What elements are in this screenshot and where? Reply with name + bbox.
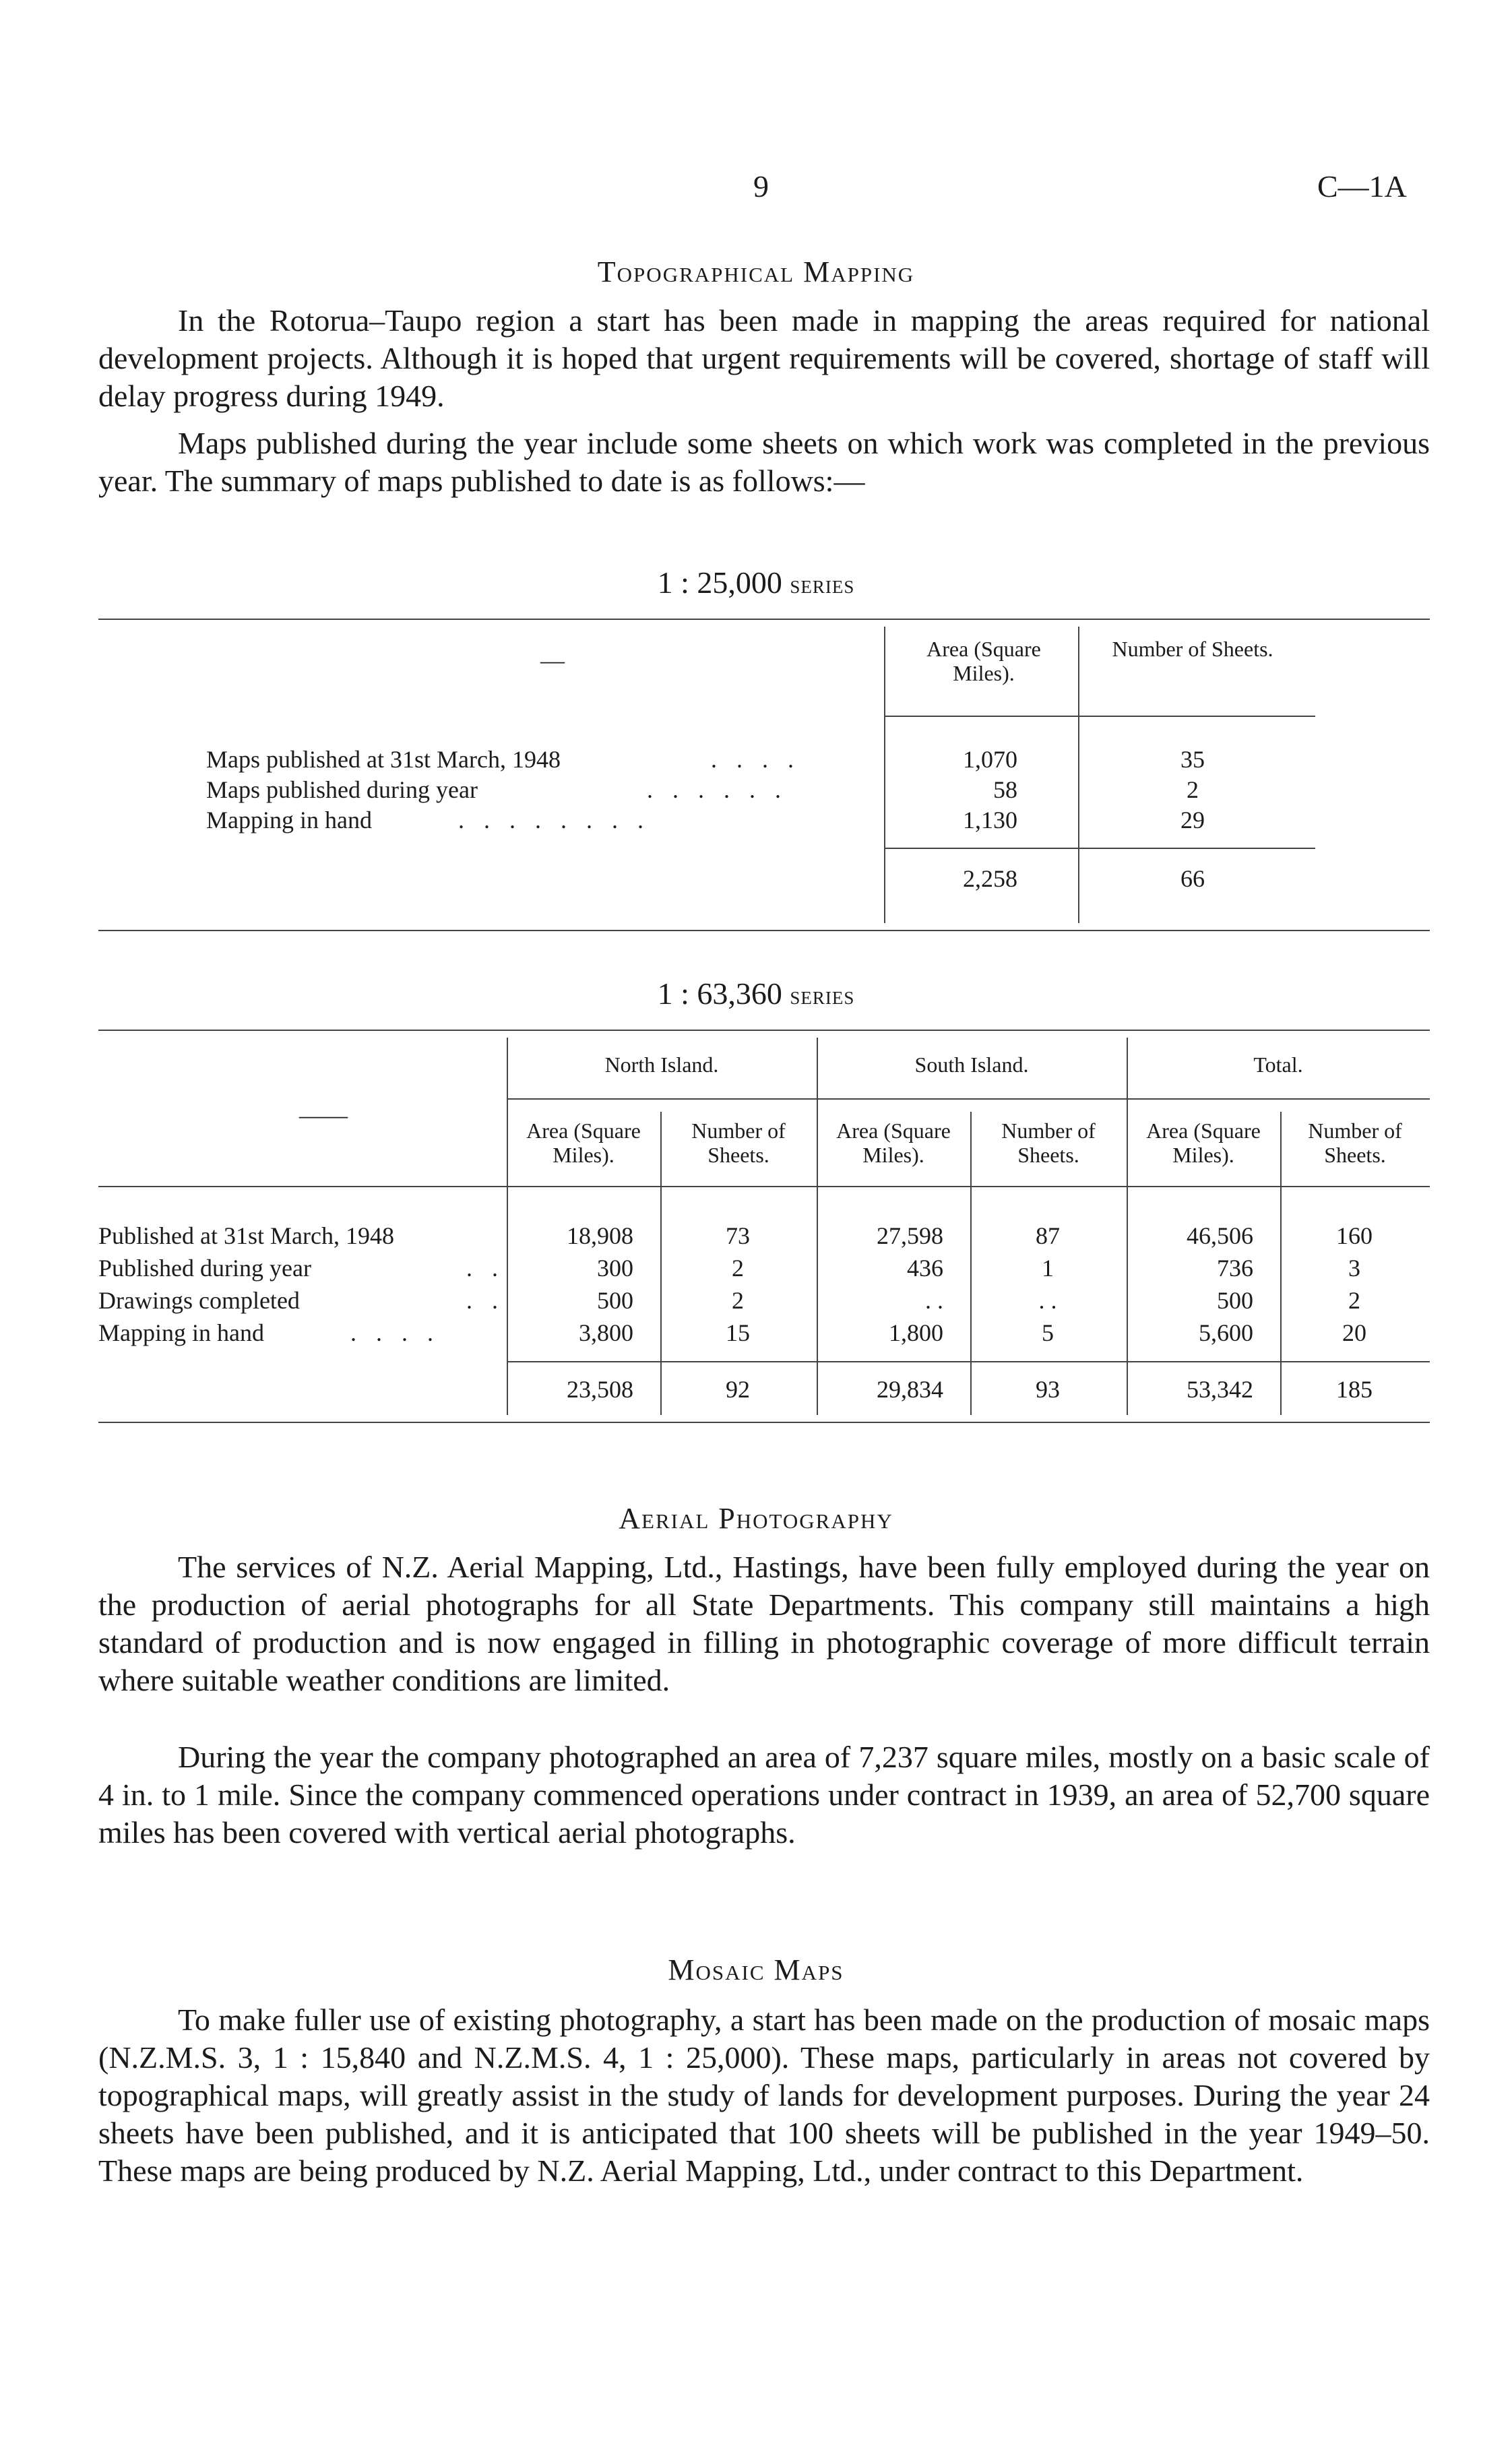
table-cell: 27,598 xyxy=(877,1222,943,1249)
group-header-rule xyxy=(507,1098,1430,1100)
table-top-rule xyxy=(98,619,1430,620)
table-total-area: 2,258 xyxy=(963,865,1017,892)
table-subcolumn-divider xyxy=(1280,1112,1282,1415)
leader-dots: . . xyxy=(466,1287,505,1314)
table-row-label: Published during year xyxy=(98,1255,311,1282)
total-rule xyxy=(507,1361,1430,1362)
column-header-sheets: Number of Sheets. xyxy=(1112,637,1273,661)
table-cell: 87 xyxy=(1036,1222,1060,1249)
series-25000-title xyxy=(0,565,1512,600)
column-header-sheets: Number of Sheets. xyxy=(1308,1118,1402,1167)
table-column-divider xyxy=(817,1038,818,1415)
table-cell: 736 xyxy=(1217,1255,1253,1282)
table-total: 29,834 xyxy=(877,1376,943,1403)
series-63360-word: series xyxy=(790,982,855,1010)
table-cell: . . xyxy=(1038,1287,1057,1314)
leader-dots: . . . . xyxy=(711,746,800,773)
table-cell: 2 xyxy=(732,1255,744,1282)
series-63360-title xyxy=(0,976,1512,1011)
column-header-area: Area (Square Miles). xyxy=(1146,1118,1261,1167)
total-rule xyxy=(884,848,1315,849)
column-header-sheets: Number of Sheets. xyxy=(691,1118,786,1167)
aerial-paragraph-2: During the year the company photographed an area of 7,237 square miles, mostly on a basic scale of 4 in. to 1 mile. Since the company commenced operations under contract in 1939, an area of 52,700 square miles has been covered with vertical aerial photographs. xyxy=(98,1740,1430,1850)
topo-paragraph-1: In the Rotorua–Taupo region a start has been made in mapping the areas required for national development projects. Although it is hoped that urgent requirements will be covered, shortage of staff will delay progress during 1949. xyxy=(98,303,1430,413)
table-cell: 1,800 xyxy=(889,1319,943,1346)
table-subcolumn-divider xyxy=(970,1112,972,1415)
document-reference: C—1A xyxy=(1317,169,1407,203)
table-cell: 500 xyxy=(1217,1287,1253,1314)
table-bottom-rule xyxy=(98,1422,1430,1423)
topo-paragraph-2: Maps published during the year include some sheets on which work was completed in the previous year. The summary of maps published to date is as follows:— xyxy=(98,426,1430,498)
mosaic-paragraph-1: To make fuller use of existing photography, a start has been made on the production of mosaic maps (N.Z.M.S. 3, 1 : 15,840 and N.Z.M.S. 4, 1 : 25,000). These maps, particularly in areas not covered by topographical maps, will greatly assist in the study of lands for development purposes. During the year 24 sheets have been published, and it is anticipated that 100 sheets will be published in the year 1949–50. These maps are being produced by N.Z. Aerial Mapping, Ltd., under contract to this Department. xyxy=(98,2003,1430,2188)
table-column-divider xyxy=(507,1038,508,1415)
series-63360-scale: 1 : 63,360 xyxy=(657,976,782,1011)
table-bottom-rule xyxy=(98,930,1430,931)
series-25000-scale: 1 : 25,000 xyxy=(657,565,782,600)
column-header-area: Area (Square Miles). xyxy=(926,637,1041,685)
page-number: 9 xyxy=(753,169,769,203)
column-header-area: Area (Square Miles). xyxy=(836,1118,951,1167)
header-rule xyxy=(884,716,1315,717)
table-row-label: Mapping in hand xyxy=(206,807,372,833)
table-row-label: Published at 31st March, 1948 xyxy=(98,1222,394,1249)
table-cell: 2 xyxy=(1348,1287,1360,1314)
table-cell: . . xyxy=(925,1287,943,1314)
header-rule xyxy=(98,1186,1430,1187)
table-row-label: Maps published during year xyxy=(206,776,478,803)
table-cell: 2 xyxy=(732,1287,744,1314)
column-header-sheets: Number of Sheets. xyxy=(1001,1118,1096,1167)
section-heading-topographical: Topographical Mapping xyxy=(597,255,915,288)
table-cell: 46,506 xyxy=(1187,1222,1253,1249)
table-cell-sheets: 2 xyxy=(1187,776,1199,803)
series-25000-word: series xyxy=(790,571,855,599)
table-cell: 3 xyxy=(1348,1255,1360,1282)
table-total: 92 xyxy=(726,1376,750,1403)
table-cell: 5 xyxy=(1042,1319,1054,1346)
table-cell: 18,908 xyxy=(567,1222,633,1249)
table-cell-area: 1,070 xyxy=(963,746,1017,773)
column-header-area: Area (Square Miles). xyxy=(526,1118,641,1167)
table-total-sheets: 66 xyxy=(1180,865,1205,892)
table-row-label: Maps published at 31st March, 1948 xyxy=(206,746,561,773)
table-cell: 73 xyxy=(726,1222,750,1249)
section-heading-mosaic: Mosaic Maps xyxy=(668,1953,844,1986)
table-column-divider xyxy=(884,627,885,923)
aerial-paragraph-1: The services of N.Z. Aerial Mapping, Ltd., Hastings, have been fully employed during the year on the production of aerial photographs for all State Departments. This company still maintains a high standard of production and is now engaged in filling in photographic coverage of more difficult terrain where suitable weather conditions are limited. xyxy=(98,1550,1430,1697)
group-header-north: North Island. xyxy=(604,1052,719,1077)
table-column-divider xyxy=(1078,627,1079,923)
table-cell: 160 xyxy=(1336,1222,1373,1249)
leader-dots: . . . . . . . . xyxy=(458,807,650,833)
table-cell-sheets: 35 xyxy=(1180,746,1205,773)
group-header-total: Total. xyxy=(1253,1052,1303,1077)
table-total: 53,342 xyxy=(1187,1376,1253,1403)
table-cell: 15 xyxy=(726,1319,750,1346)
leader-dots: . . . . xyxy=(350,1319,440,1346)
table-stub-dash: —— xyxy=(299,1102,348,1129)
section-heading-aerial: Aerial Photography xyxy=(619,1502,893,1535)
table-cell-area: 58 xyxy=(993,776,1017,803)
table-cell: 436 xyxy=(907,1255,943,1282)
table-row-label: Mapping in hand xyxy=(98,1319,264,1346)
table-row-label: Drawings completed xyxy=(98,1287,300,1314)
table-stub-dash: — xyxy=(540,647,565,674)
table-subcolumn-divider xyxy=(660,1112,662,1415)
leader-dots: . . . . . . xyxy=(647,776,788,803)
group-header-south: South Island. xyxy=(914,1052,1029,1077)
table-cell: 5,600 xyxy=(1199,1319,1253,1346)
table-column-divider xyxy=(1127,1038,1128,1415)
table-cell: 300 xyxy=(597,1255,633,1282)
table-top-rule xyxy=(98,1030,1430,1031)
table-cell: 500 xyxy=(597,1287,633,1314)
leader-dots: . . xyxy=(466,1255,505,1282)
table-cell-sheets: 29 xyxy=(1180,807,1205,833)
table-total: 93 xyxy=(1036,1376,1060,1403)
table-cell-area: 1,130 xyxy=(963,807,1017,833)
table-cell: 1 xyxy=(1042,1255,1054,1282)
table-total: 185 xyxy=(1336,1376,1373,1403)
table-total: 23,508 xyxy=(567,1376,633,1403)
table-cell: 3,800 xyxy=(579,1319,633,1346)
table-cell: 20 xyxy=(1342,1319,1366,1346)
